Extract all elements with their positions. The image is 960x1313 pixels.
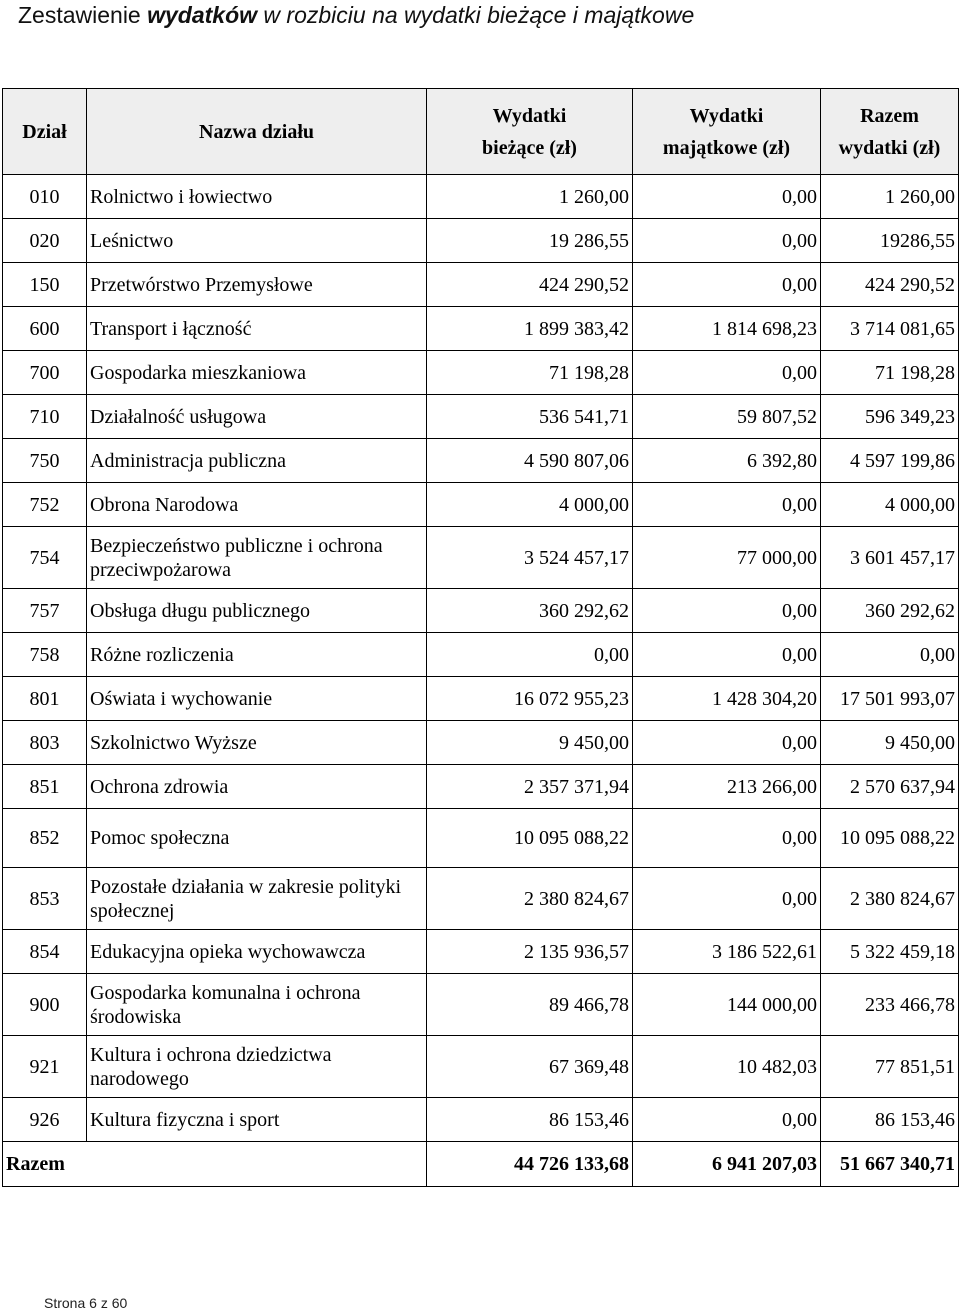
dzial-code: 926 — [3, 1098, 87, 1142]
wydatki-majatkowe: 0,00 — [633, 868, 821, 930]
wydatki-majatkowe: 0,00 — [633, 219, 821, 263]
wydatki-biezace: 86 153,46 — [427, 1098, 633, 1142]
wydatki-majatkowe: 0,00 — [633, 721, 821, 765]
table-row — [3, 175, 959, 219]
total-biezace: 44 726 133,68 — [427, 1142, 633, 1187]
wydatki-biezace: 16 072 955,23 — [427, 677, 633, 721]
dzial-code: 900 — [3, 974, 87, 1036]
wydatki-majatkowe: 0,00 — [633, 175, 821, 219]
dzial-code: 801 — [3, 677, 87, 721]
dzial-code: 852 — [3, 809, 87, 868]
wydatki-biezace: 536 541,71 — [427, 395, 633, 439]
table-row — [3, 974, 959, 1036]
wydatki-biezace: 4 590 807,06 — [427, 439, 633, 483]
dzial-name: Kultura fizyczna i sport — [87, 1098, 427, 1142]
dzial-name: Bezpieczeństwo publiczne i ochrona przeciwpożarowa — [87, 527, 427, 589]
table-row — [3, 633, 959, 677]
dzial-name: Pomoc społeczna — [87, 809, 427, 868]
wydatki-biezace: 2 380 824,67 — [427, 868, 633, 930]
razem-wydatki: 596 349,23 — [821, 395, 959, 439]
wydatki-majatkowe: 0,00 — [633, 589, 821, 633]
dzial-name: Kultura i ochrona dziedzictwa narodowego — [87, 1036, 427, 1098]
header-majatkowe-line1: Wydatki — [689, 104, 764, 127]
header-biezace — [427, 89, 633, 175]
table-row — [3, 677, 959, 721]
wydatki-majatkowe: 59 807,52 — [633, 395, 821, 439]
wydatki-biezace: 4 000,00 — [427, 483, 633, 527]
total-row — [3, 1142, 959, 1187]
dzial-name: Przetwórstwo Przemysłowe — [87, 263, 427, 307]
razem-wydatki: 2 570 637,94 — [821, 765, 959, 809]
header-razem-line2: wydatki (zł) — [838, 136, 941, 159]
header-majatkowe — [633, 89, 821, 175]
dzial-name: Rolnictwo i łowiectwo — [87, 175, 427, 219]
dzial-code: 752 — [3, 483, 87, 527]
table-row — [3, 483, 959, 527]
table-row — [3, 1098, 959, 1142]
wydatki-biezace: 9 450,00 — [427, 721, 633, 765]
razem-wydatki: 0,00 — [821, 633, 959, 677]
title-emphasis: wydatków — [147, 2, 258, 28]
razem-wydatki: 9 450,00 — [821, 721, 959, 765]
wydatki-majatkowe: 77 000,00 — [633, 527, 821, 589]
dzial-code: 150 — [3, 263, 87, 307]
dzial-name: Pozostałe działania w zakresie polityki społecznej — [87, 868, 427, 930]
table-row — [3, 395, 959, 439]
dzial-code: 757 — [3, 589, 87, 633]
wydatki-majatkowe: 1 428 304,20 — [633, 677, 821, 721]
wydatki-majatkowe: 0,00 — [633, 263, 821, 307]
table-row — [3, 868, 959, 930]
wydatki-majatkowe: 10 482,03 — [633, 1036, 821, 1098]
dzial-name: Szkolnictwo Wyższe — [87, 721, 427, 765]
table-row — [3, 809, 959, 868]
razem-wydatki: 4 597 199,86 — [821, 439, 959, 483]
table-row — [3, 721, 959, 765]
table-row — [3, 219, 959, 263]
wydatki-majatkowe: 6 392,80 — [633, 439, 821, 483]
dzial-code: 750 — [3, 439, 87, 483]
title-prefix: Zestawienie — [18, 2, 148, 28]
dzial-code: 854 — [3, 930, 87, 974]
wydatki-biezace: 67 369,48 — [427, 1036, 633, 1098]
wydatki-majatkowe: 144 000,00 — [633, 974, 821, 1036]
table-row — [3, 765, 959, 809]
dzial-name: Gospodarka komunalna i ochrona środowiska — [87, 974, 427, 1036]
dzial-code: 851 — [3, 765, 87, 809]
header-biezace-line2: bieżące (zł) — [482, 136, 577, 159]
razem-wydatki: 424 290,52 — [821, 263, 959, 307]
wydatki-majatkowe: 0,00 — [633, 633, 821, 677]
razem-wydatki: 1 260,00 — [821, 175, 959, 219]
razem-wydatki: 2 380 824,67 — [821, 868, 959, 930]
dzial-name: Gospodarka mieszkaniowa — [87, 351, 427, 395]
dzial-code: 010 — [3, 175, 87, 219]
wydatki-majatkowe: 0,00 — [633, 809, 821, 868]
header-dzial: Dział — [3, 89, 87, 175]
dzial-code: 710 — [3, 395, 87, 439]
razem-wydatki: 233 466,78 — [821, 974, 959, 1036]
wydatki-majatkowe: 1 814 698,23 — [633, 307, 821, 351]
dzial-code: 020 — [3, 219, 87, 263]
wydatki-majatkowe: 3 186 522,61 — [633, 930, 821, 974]
razem-wydatki: 10 095 088,22 — [821, 809, 959, 868]
wydatki-biezace: 19 286,55 — [427, 219, 633, 263]
dzial-name: Działalność usługowa — [87, 395, 427, 439]
razem-wydatki: 19286,55 — [821, 219, 959, 263]
table-body — [3, 175, 959, 1142]
wydatki-biezace: 89 466,78 — [427, 974, 633, 1036]
dzial-name: Różne rozliczenia — [87, 633, 427, 677]
total-razem: 51 667 340,71 — [821, 1142, 959, 1187]
dzial-code: 853 — [3, 868, 87, 930]
table-row — [3, 527, 959, 589]
wydatki-biezace: 10 095 088,22 — [427, 809, 633, 868]
dzial-code: 803 — [3, 721, 87, 765]
wydatki-biezace: 360 292,62 — [427, 589, 633, 633]
razem-wydatki: 3 601 457,17 — [821, 527, 959, 589]
title-rest: w rozbiciu na wydatki bieżące i majątkowe — [257, 2, 695, 28]
header-majatkowe-line2: majątkowe (zł) — [662, 136, 791, 159]
wydatki-majatkowe: 0,00 — [633, 1098, 821, 1142]
dzial-name: Edukacyjna opieka wychowawcza — [87, 930, 427, 974]
razem-wydatki: 71 198,28 — [821, 351, 959, 395]
wydatki-biezace: 1 260,00 — [427, 175, 633, 219]
wydatki-biezace: 2 135 936,57 — [427, 930, 633, 974]
dzial-name: Transport i łączność — [87, 307, 427, 351]
dzial-code: 921 — [3, 1036, 87, 1098]
dzial-name: Leśnictwo — [87, 219, 427, 263]
dzial-name: Obsługa długu publicznego — [87, 589, 427, 633]
wydatki-biezace: 0,00 — [427, 633, 633, 677]
razem-wydatki: 86 153,46 — [821, 1098, 959, 1142]
table-row — [3, 307, 959, 351]
razem-wydatki: 5 322 459,18 — [821, 930, 959, 974]
table-row — [3, 351, 959, 395]
table-row — [3, 439, 959, 483]
table-row — [3, 589, 959, 633]
dzial-name: Oświata i wychowanie — [87, 677, 427, 721]
page-title — [18, 2, 694, 29]
dzial-code: 758 — [3, 633, 87, 677]
dzial-name: Administracja publiczna — [87, 439, 427, 483]
razem-wydatki: 4 000,00 — [821, 483, 959, 527]
expenses-table — [2, 88, 959, 1187]
wydatki-biezace: 71 198,28 — [427, 351, 633, 395]
table-row — [3, 1036, 959, 1098]
wydatki-biezace: 3 524 457,17 — [427, 527, 633, 589]
wydatki-majatkowe: 0,00 — [633, 351, 821, 395]
wydatki-biezace: 424 290,52 — [427, 263, 633, 307]
table-header-row — [3, 89, 959, 175]
razem-wydatki: 17 501 993,07 — [821, 677, 959, 721]
total-majatkowe: 6 941 207,03 — [633, 1142, 821, 1187]
header-razem-line1: Razem — [860, 104, 919, 127]
dzial-code: 754 — [3, 527, 87, 589]
total-label: Razem — [3, 1142, 427, 1187]
page-number: Strona 6 z 60 — [44, 1295, 128, 1311]
dzial-code: 600 — [3, 307, 87, 351]
header-nazwa: Nazwa działu — [87, 89, 427, 175]
table-row — [3, 263, 959, 307]
wydatki-majatkowe: 0,00 — [633, 483, 821, 527]
razem-wydatki: 77 851,51 — [821, 1036, 959, 1098]
header-biezace-line1: Wydatki — [492, 104, 567, 127]
wydatki-biezace: 2 357 371,94 — [427, 765, 633, 809]
dzial-name: Ochrona zdrowia — [87, 765, 427, 809]
header-razem — [821, 89, 959, 175]
table-row — [3, 930, 959, 974]
wydatki-biezace: 1 899 383,42 — [427, 307, 633, 351]
razem-wydatki: 360 292,62 — [821, 589, 959, 633]
razem-wydatki: 3 714 081,65 — [821, 307, 959, 351]
dzial-name: Obrona Narodowa — [87, 483, 427, 527]
dzial-code: 700 — [3, 351, 87, 395]
wydatki-majatkowe: 213 266,00 — [633, 765, 821, 809]
